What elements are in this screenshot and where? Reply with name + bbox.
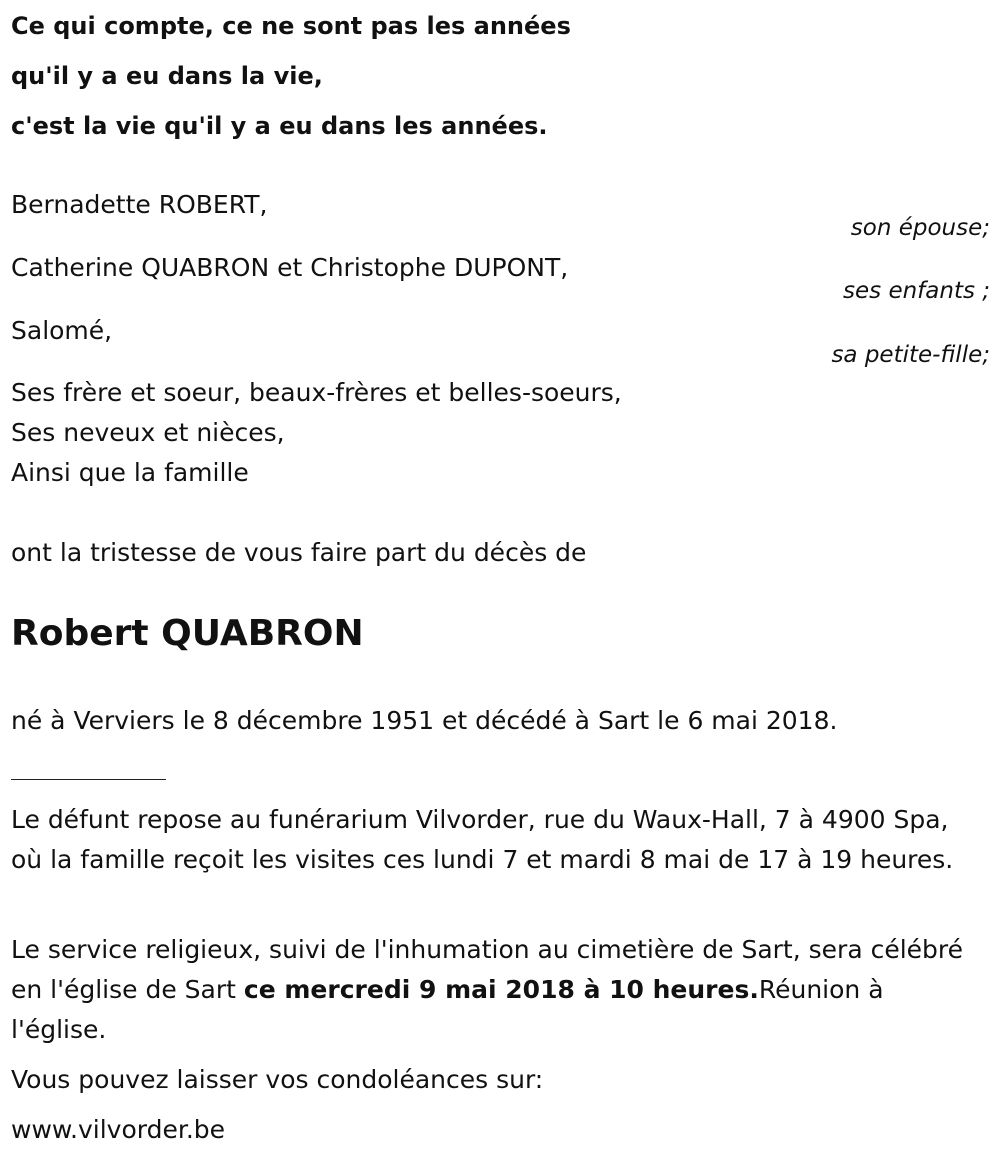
- extended-family-line-1: Ses frère et soeur, beaux-frères et belles-soeurs,: [11, 378, 622, 407]
- family-name-spouse: Bernadette ROBERT,: [11, 190, 268, 219]
- condolences-text: Vous pouvez laisser vos condoléances sur:: [11, 1065, 544, 1094]
- service-date-bold: ce mercredi 9 mai 2018 à 10 heures.: [243, 975, 759, 1004]
- family-name-granddaughter: Salomé,: [11, 316, 113, 345]
- family-relation-children: ses enfants ;: [843, 278, 990, 304]
- family-name-children: Catherine QUABRON et Christophe DUPONT,: [11, 253, 569, 282]
- separator-line: [11, 779, 166, 780]
- quote-line-2: qu'il y a eu dans la vie,: [11, 62, 323, 90]
- birth-death-dates: né à Verviers le 8 décembre 1951 et décédé à Sart le 6 mai 2018.: [11, 706, 838, 735]
- service-intro: Le service religieux, suivi de l'inhumation au cimetière de Sart, sera célébré en l'église de Sart: [11, 935, 964, 1004]
- quote-line-3: c'est la vie qu'il y a eu dans les années.: [11, 112, 548, 140]
- announcement-text: ont la tristesse de vous faire part du décès de: [11, 538, 587, 567]
- family-relation-granddaughter: sa petite-fille;: [831, 342, 990, 368]
- rest-info-paragraph: Le défunt repose au funérarium Vilvorder, rue du Waux-Hall, 7 à 4900 Spa, où la famille reçoit les visites ces lundi 7 et mardi 8 mai de 17 à 19 heures.: [11, 805, 954, 874]
- service-outro: Réunion à l'église.: [11, 975, 884, 1044]
- deceased-name: Robert QUABRON: [11, 613, 364, 654]
- extended-family-line-3: Ainsi que la famille: [11, 458, 249, 487]
- quote-line-1: Ce qui compte, ce ne sont pas les années: [11, 12, 571, 40]
- family-relation-spouse: son épouse;: [850, 215, 990, 241]
- extended-family-line-2: Ses neveux et nièces,: [11, 418, 285, 447]
- website-link[interactable]: www.vilvorder.be: [11, 1115, 226, 1144]
- service-paragraph: [11, 930, 971, 1050]
